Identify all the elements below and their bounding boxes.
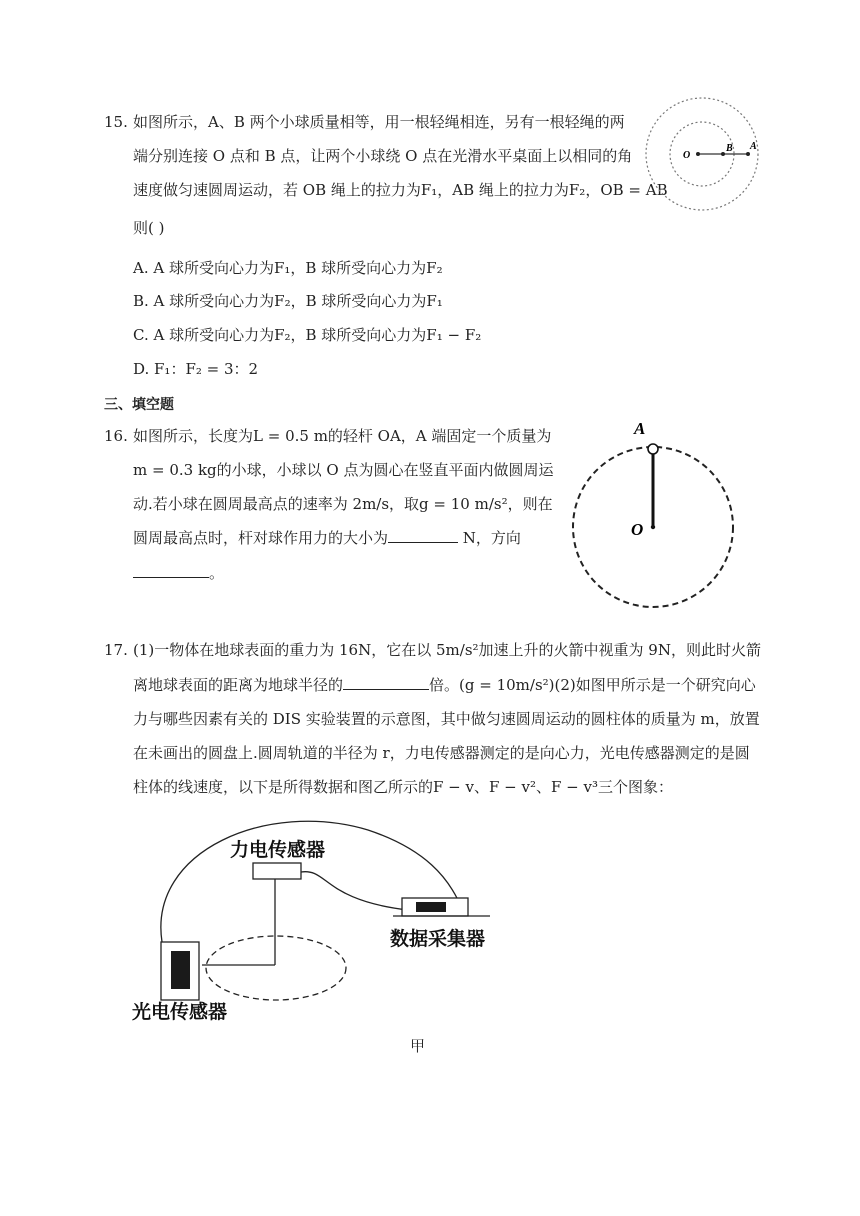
question-16-text-line3: 动.若小球在圆周最高点的速率为 2m/s，取g = 10 m/s²，则在 (133, 495, 553, 513)
question-17-text-line3: 力与哪些因素有关的 DIS 实验装置的示意图，其中做匀速圆周运动的圆柱体的质量为 m，放置 (133, 710, 760, 728)
question-17-text-line2 (133, 675, 756, 695)
question-17-text-line1: (1)一物体在地球表面的重力为 16N，它在以 5m/s²加速上升的火箭中视重为 9N，则此时火箭 (133, 641, 761, 659)
answer-blank-direction[interactable] (133, 563, 209, 578)
question-16-text-line5 (133, 563, 224, 583)
question-15-option-d: D. F₁：F₂ = 3：2 (133, 360, 259, 378)
label-a: A (750, 141, 757, 152)
question-15-text-line4: 则( ) (133, 219, 165, 237)
question-17-number: 17. (104, 641, 128, 659)
orbit-ellipse (206, 936, 346, 1000)
label-a: A (634, 419, 646, 438)
ball-a (648, 444, 658, 454)
answer-blank-multiple[interactable] (343, 675, 429, 690)
ball-b (721, 152, 725, 156)
question-16-line4-prefix: 圆周最高点时，杆对球作用力的大小为 (133, 529, 389, 547)
answer-blank-force[interactable] (388, 528, 458, 543)
question-16-text-line2: m = 0.3 kg的小球，小球以 O 点为圆心在竖直平面内做圆周运 (133, 461, 554, 479)
question-17-text-line5: 柱体的线速度，以下是所得数据和图乙所示的F − v、F − v²、F − v³三个图象： (133, 778, 673, 796)
ball-a (746, 152, 750, 156)
figure-caption-jia: 甲 (410, 1037, 426, 1055)
question-15-figure (640, 95, 765, 215)
question-15-option-c: C. A 球所受向心力为F₂，B 球所受向心力为F₁ − F₂ (133, 326, 482, 344)
label-o: O (683, 150, 691, 161)
photo-sensor-window (171, 951, 190, 989)
question-17-figure-jia (128, 810, 508, 1030)
question-16-number: 16. (104, 427, 128, 445)
label-force-sensor: 力电传感器 (230, 839, 326, 861)
question-16-line5-end: 。 (209, 564, 225, 582)
label-b: B (726, 143, 733, 154)
label-photo-sensor: 光电传感器 (132, 1001, 228, 1023)
section-title-fill-in: 三、填空题 (104, 397, 174, 413)
force-sensor-box (253, 863, 301, 879)
question-15-number: 15. (104, 113, 128, 131)
question-16-figure (560, 412, 750, 617)
question-17-line2-suffix: 倍。(g = 10m/s²)(2)如图甲所示是一个研究向心 (429, 676, 756, 694)
question-17-text-line4: 在未画出的圆盘上.圆周轨道的半径为 r，力电传感器测定的是向心力，光电传感器测定的是圆 (133, 744, 750, 762)
label-data-collector: 数据采集器 (390, 928, 486, 950)
data-collector-screen (416, 902, 446, 912)
cable-force-to-collector (301, 872, 408, 910)
question-15-option-a: A. A 球所受向心力为F₁，B 球所受向心力为F₂ (133, 259, 443, 277)
label-o: O (631, 520, 644, 539)
point-o (696, 152, 700, 156)
question-15-text-line2: 端分别连接 O 点和 B 点，让两个小球绕 O 点在光滑水平桌面上以相同的角 (133, 147, 633, 165)
question-15-text-line1: 如图所示，A、B 两个小球质量相等，用一根轻绳相连，另有一根轻绳的两 (133, 113, 625, 131)
question-16-text-line1: 如图所示，长度为L = 0.5 m的轻杆 OA，A 端固定一个质量为 (133, 427, 552, 445)
question-15-option-b: B. A 球所受向心力为F₂，B 球所受向心力为F₁ (133, 292, 443, 310)
center-o (651, 525, 655, 529)
question-16-text-line4 (133, 528, 521, 548)
question-15-text-line3: 速度做匀速圆周运动，若 OB 绳上的拉力为F₁，AB 绳上的拉力为F₂，OB = AB (133, 181, 668, 199)
question-17-line2-prefix: 离地球表面的距离为地球半径的 (133, 676, 344, 694)
question-16-line4-suffix: N，方向 (458, 529, 521, 547)
